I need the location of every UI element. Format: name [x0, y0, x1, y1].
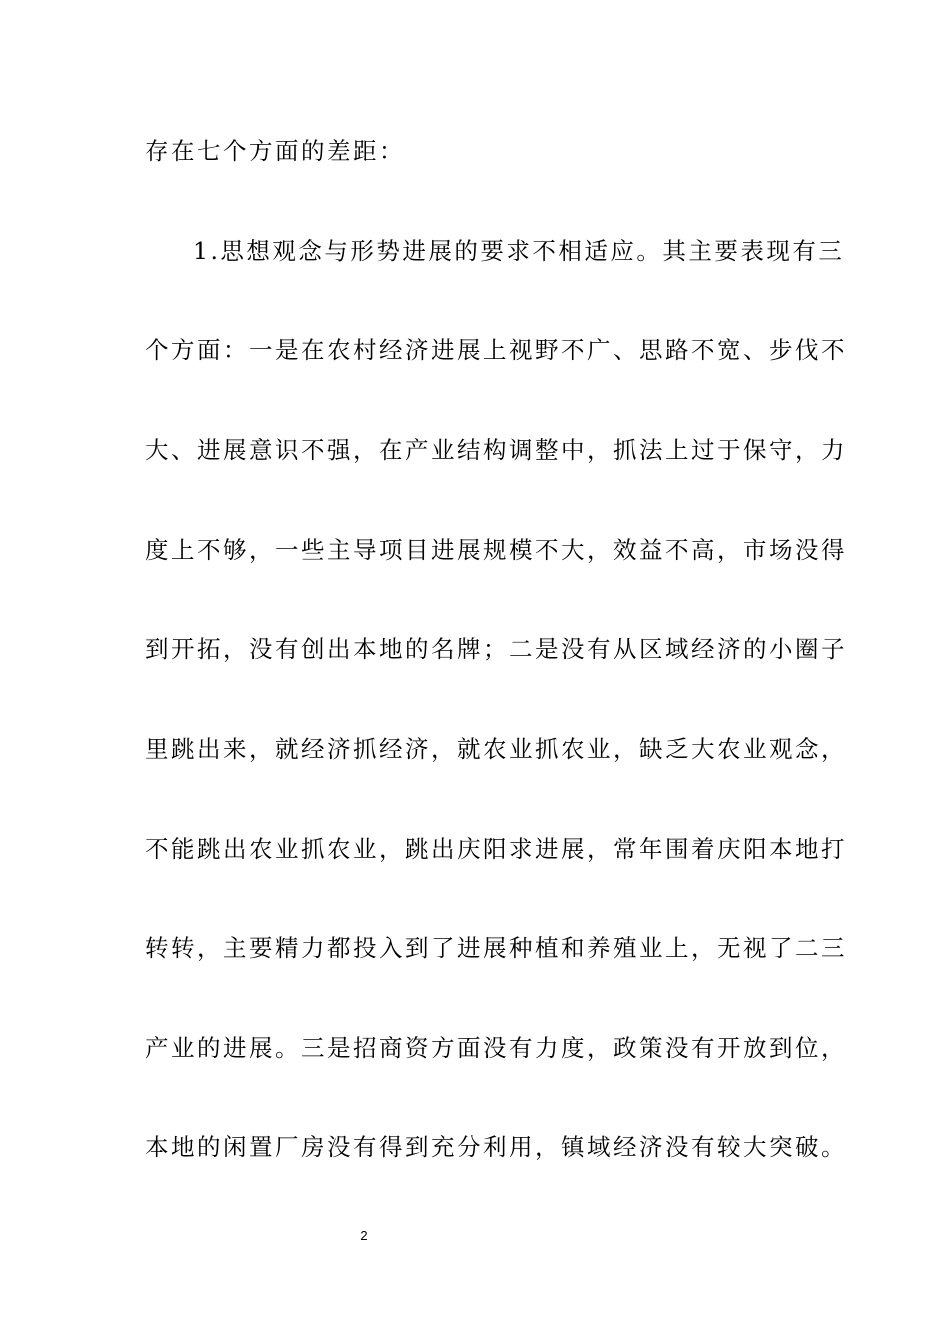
- text-line-5: 度上不够，一些主导项目进展规模不大，效益不高，市场没得: [145, 536, 847, 564]
- text-line-10: 产业的进展。三是招商资方面没有力度，政策没有开放到位，: [145, 1034, 847, 1062]
- text-line-9: 转转，主要精力都投入到了进展种植和养殖业上，无视了二三: [145, 934, 847, 962]
- text-line-6: 到开拓，没有创出本地的名牌；二是没有从区域经济的小圈子: [145, 635, 847, 663]
- text-line-1: 存在七个方面的差距：: [145, 137, 405, 165]
- text-line-2: 1.思想观念与形势进展的要求不相适应。其主要表现有三: [193, 237, 845, 265]
- text-line-11: 本地的闲置厂房没有得到充分利用，镇域经济没有较大突破。: [145, 1133, 847, 1161]
- text-line-7: 里跳出来，就经济抓经济，就农业抓农业，缺乏大农业观念，: [145, 735, 847, 763]
- text-line-3: 个方面：一是在农村经济进展上视野不广、思路不宽、步伐不: [145, 336, 847, 364]
- page-number: 2: [360, 1228, 368, 1243]
- text-line-4: 大、进展意识不强，在产业结构调整中，抓法上过于保守，力: [145, 436, 847, 464]
- text-line-8: 不能跳出农业抓农业，跳出庆阳求进展，常年围着庆阳本地打: [145, 835, 847, 863]
